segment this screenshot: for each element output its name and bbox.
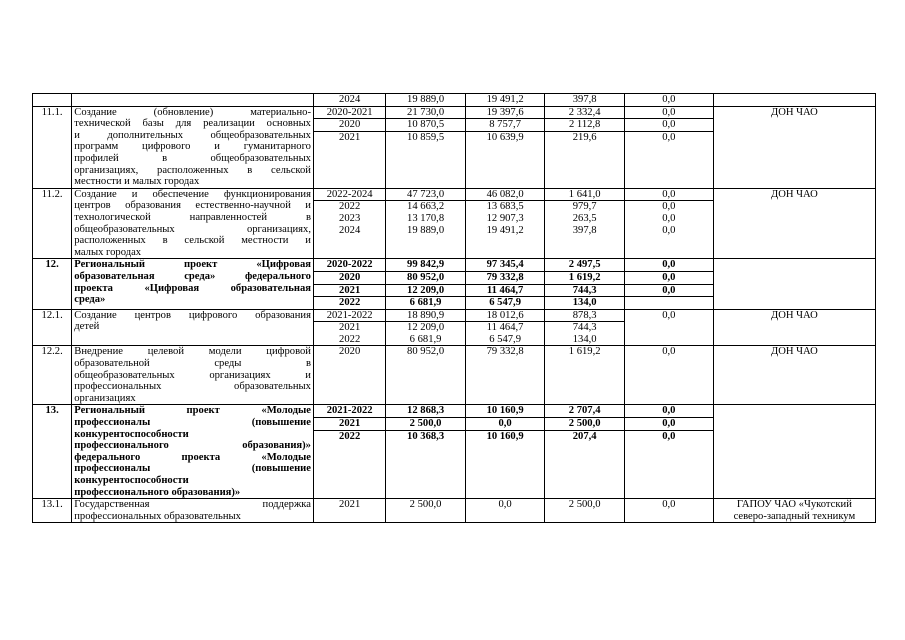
period: 2023 [339, 212, 361, 224]
title-line: образовательная среда» федерального [74, 270, 311, 282]
title-line: технологической направленностей в [74, 211, 311, 223]
total-value-cell [386, 405, 466, 499]
title-line: Внедрение целевой модели цифровой [74, 346, 311, 358]
row-number: 12.2. [33, 346, 72, 405]
total-value: 2 500,0 [409, 499, 442, 511]
value-2: 134,0 [545, 296, 624, 309]
executor-cell [713, 106, 875, 188]
title-line: общеобразовательных организациях, [74, 223, 311, 235]
period-cell [313, 259, 385, 309]
value-2: 219,6 [545, 131, 624, 144]
total-value-cell [386, 94, 466, 107]
table-row [33, 499, 876, 523]
value-3: 0,0 [625, 284, 713, 297]
period: 2020 [314, 118, 385, 131]
period: 2021 [314, 417, 385, 430]
row-number: 11.1. [33, 106, 72, 188]
total-value: 12 868,3 [407, 405, 445, 417]
value-2-cell [545, 106, 625, 188]
period-cell [313, 499, 385, 523]
value-1-cell [465, 346, 545, 405]
total-value: 10 859,5 [386, 131, 465, 144]
row-number [33, 94, 72, 107]
value-3 [627, 321, 711, 333]
value-2-cell [545, 346, 625, 405]
total-value: 47 723,0 [407, 188, 445, 200]
period: 2020-2021 [326, 106, 373, 118]
period: 2021 [314, 284, 385, 297]
value-3: 0,0 [625, 430, 713, 443]
value-1: 6 547,9 [489, 333, 521, 345]
total-value: 12 209,0 [386, 284, 465, 297]
value-1: 11 464,7 [466, 284, 545, 297]
title-line: Региональный проект «Цифровая [74, 259, 311, 271]
executor-cell [713, 405, 875, 499]
total-value: 14 663,2 [386, 200, 465, 213]
executor: ДОН ЧАО [770, 309, 818, 321]
executor: ДОН ЧАО [770, 346, 818, 358]
value-2: 1 619,2 [568, 346, 601, 358]
period-cell [313, 346, 385, 405]
value-3: 0,0 [662, 188, 676, 200]
total-value: 18 890,9 [407, 309, 445, 321]
row-number: 12.1. [33, 309, 72, 346]
row-number: 12. [33, 259, 72, 309]
value-2: 878,3 [572, 309, 597, 321]
period: 2022-2024 [326, 188, 373, 200]
period-cell [313, 94, 385, 107]
value-1: 0,0 [466, 417, 545, 430]
executor: ДОН ЧАО [770, 188, 818, 200]
value-1-cell [465, 405, 545, 499]
value-2-cell [545, 188, 625, 259]
title-line: конкурентоспособности [74, 475, 189, 486]
table-row [33, 259, 876, 309]
value-2: 744,3 [545, 321, 624, 334]
value-3: 0,0 [662, 224, 676, 236]
title-line: и дополнительных общеобразовательных [74, 129, 311, 141]
table-row [33, 106, 876, 188]
total-value: 80 952,0 [386, 271, 465, 284]
period-cell [313, 405, 385, 499]
value-1: 19 491,2 [486, 94, 524, 105]
value-2-cell [545, 499, 625, 523]
value-1-cell [465, 259, 545, 309]
row-number: 11.2. [33, 188, 72, 259]
title-line: местности и малых городах [74, 176, 200, 188]
value-2: 2 497,5 [568, 259, 601, 271]
executor-cell [713, 309, 875, 346]
total-value: 19 889,0 [407, 224, 445, 236]
row-title [72, 188, 314, 259]
title-line: профессионалы (повышение [74, 417, 311, 429]
period: 2020-2022 [326, 259, 373, 271]
title-line: детей [74, 321, 100, 333]
title-line: Региональный проект «Молодые [74, 405, 311, 417]
value-3: 0,0 [662, 346, 676, 358]
value-3-cell [624, 499, 713, 523]
period: 2024 [339, 94, 361, 105]
table-row [33, 346, 876, 405]
total-value-cell [386, 309, 466, 346]
title-line: организациях [74, 392, 136, 404]
period: 2024 [339, 224, 361, 236]
value-1: 18 012,6 [486, 309, 524, 321]
executor-cell [713, 499, 875, 523]
title-line: программ цифрового и гуманитарного [74, 141, 311, 153]
executor-cell [713, 94, 875, 107]
executor: ГАПОУ ЧАО «Чукотский [736, 499, 852, 511]
value-1: 8 757,7 [466, 118, 545, 131]
value-3-cell [624, 309, 713, 346]
value-1: 10 160,9 [466, 430, 545, 443]
value-3-cell [624, 259, 713, 309]
table-row [33, 94, 876, 107]
value-2: 744,3 [545, 284, 624, 297]
value-2: 397,8 [572, 94, 597, 105]
value-3-cell [624, 188, 713, 259]
value-1: 0,0 [498, 499, 512, 511]
table-row [33, 188, 876, 259]
total-value-cell [386, 106, 466, 188]
value-3: 0,0 [625, 118, 713, 131]
value-1: 97 345,4 [486, 259, 524, 271]
title-line: профессиональных образовательных [74, 510, 241, 522]
value-3: 0,0 [662, 106, 676, 118]
executor: северо-западный техникум [733, 510, 856, 522]
period: 2022 [314, 296, 385, 309]
value-3: 0,0 [625, 271, 713, 284]
value-3: 0,0 [625, 200, 713, 213]
row-title [72, 499, 314, 523]
value-1: 6 547,9 [466, 296, 545, 309]
value-2: 2 112,8 [545, 118, 624, 131]
period: 2021 [339, 499, 361, 511]
value-1: 12 907,3 [486, 212, 524, 224]
title-line: профессиональных образовательных [74, 381, 311, 393]
value-3: 0,0 [662, 309, 676, 321]
period: 2022 [314, 430, 385, 443]
value-3: 0,0 [662, 94, 676, 105]
total-value: 6 681,9 [409, 333, 442, 345]
value-2: 397,8 [572, 224, 597, 236]
period: 2021 [314, 321, 385, 334]
table-row [33, 405, 876, 499]
value-1-cell [465, 94, 545, 107]
value-2: 207,4 [545, 430, 624, 443]
total-value: 6 681,9 [386, 296, 465, 309]
row-title [72, 346, 314, 405]
total-value: 10 870,5 [386, 118, 465, 131]
value-1: 19 491,2 [486, 224, 524, 236]
value-2: 1 641,0 [568, 188, 601, 200]
executor-cell [713, 346, 875, 405]
value-1-cell [465, 106, 545, 188]
period: 2022 [314, 200, 385, 213]
value-2-cell [545, 259, 625, 309]
value-2: 263,5 [572, 212, 597, 224]
value-2: 979,7 [545, 200, 624, 213]
title-line: образовательной среды в [74, 358, 311, 370]
value-3: 0,0 [662, 405, 676, 417]
value-2: 2 332,4 [568, 106, 601, 118]
value-2: 2 500,0 [568, 499, 601, 511]
value-1-cell [465, 188, 545, 259]
title-line: профессионального образования)» [74, 486, 241, 498]
value-1: 10 639,9 [466, 131, 545, 144]
period: 2021-2022 [326, 405, 373, 417]
value-3: 0,0 [625, 417, 713, 430]
value-3: 0,0 [662, 499, 676, 511]
row-number: 13. [33, 405, 72, 499]
row-number: 13.1. [33, 499, 72, 523]
total-value: 80 952,0 [407, 346, 445, 358]
value-1: 79 332,8 [486, 346, 524, 358]
total-value: 99 842,9 [407, 259, 445, 271]
title-line: малых городах [74, 246, 142, 258]
total-value: 2 500,0 [386, 417, 465, 430]
value-2: 2 707,4 [568, 405, 601, 417]
value-2: 134,0 [572, 333, 597, 345]
row-title [72, 94, 314, 107]
title-line: профессионального образования)» [74, 440, 311, 452]
row-title [72, 309, 314, 346]
total-value: 21 730,0 [407, 106, 445, 118]
period-cell [313, 188, 385, 259]
table-body [33, 94, 876, 523]
total-value-cell [386, 259, 466, 309]
value-3 [627, 333, 711, 345]
title-line: конкурентоспособности [74, 428, 189, 440]
value-1: 46 082,0 [486, 188, 524, 200]
value-3: 0,0 [662, 259, 676, 271]
value-1: 11 464,7 [466, 321, 545, 334]
period: 2021-2022 [326, 309, 373, 321]
value-1-cell [465, 309, 545, 346]
value-2: 2 500,0 [545, 417, 624, 430]
value-2-cell [545, 94, 625, 107]
total-value: 10 368,3 [386, 430, 465, 443]
total-value: 19 889,0 [407, 94, 445, 105]
period: 2021 [314, 131, 385, 144]
executor-cell [713, 188, 875, 259]
title-line: центров образования естественно-научной и [74, 200, 311, 212]
value-2-cell [545, 405, 625, 499]
period: 2022 [339, 333, 361, 345]
row-title [72, 106, 314, 188]
value-2-cell [545, 309, 625, 346]
budget-table [32, 93, 876, 523]
period: 2020 [339, 346, 361, 358]
executor-cell [713, 259, 875, 309]
total-value-cell [386, 346, 466, 405]
period: 2020 [314, 271, 385, 284]
title-line: профессионалы (повышение [74, 463, 311, 475]
row-title [72, 259, 314, 309]
title-line: общеобразовательных организациях и [74, 369, 311, 381]
title-line: Создание центров цифрового образования [74, 309, 311, 321]
value-1-cell [465, 499, 545, 523]
title-line: Создание и обеспечение функционирования [74, 188, 311, 200]
title-line: среда» [74, 294, 106, 306]
value-3 [625, 296, 713, 309]
title-line: проекта «Цифровая образовательная [74, 282, 311, 294]
value-1: 13 683,5 [466, 200, 545, 213]
value-1: 79 332,8 [466, 271, 545, 284]
title-line: Создание (обновление) материально- [74, 106, 311, 118]
value-3-cell [624, 405, 713, 499]
total-value-cell [386, 188, 466, 259]
value-2: 1 619,2 [545, 271, 624, 284]
title-line: федерального проекта «Молодые [74, 451, 311, 463]
title-line: расположенных в сельской местности и [74, 235, 311, 247]
value-1: 19 397,6 [486, 106, 524, 118]
title-line: Государственная поддержка [74, 499, 311, 511]
table-row [33, 309, 876, 346]
total-value-cell [386, 499, 466, 523]
title-line: организациях, расположенных в сельской [74, 164, 311, 176]
total-value: 13 170,8 [407, 212, 445, 224]
value-3-cell [624, 106, 713, 188]
period-cell [313, 309, 385, 346]
value-3-cell [624, 346, 713, 405]
value-3-cell [624, 94, 713, 107]
value-1: 10 160,9 [486, 405, 524, 417]
executor: ДОН ЧАО [770, 106, 818, 118]
value-3: 0,0 [662, 212, 676, 224]
row-title [72, 405, 314, 499]
period-cell [313, 106, 385, 188]
value-3: 0,0 [625, 131, 713, 144]
title-line: профилей в общеобразовательных [74, 152, 311, 164]
total-value: 12 209,0 [386, 321, 465, 334]
title-line: технической базы для реализации основных [74, 118, 311, 130]
